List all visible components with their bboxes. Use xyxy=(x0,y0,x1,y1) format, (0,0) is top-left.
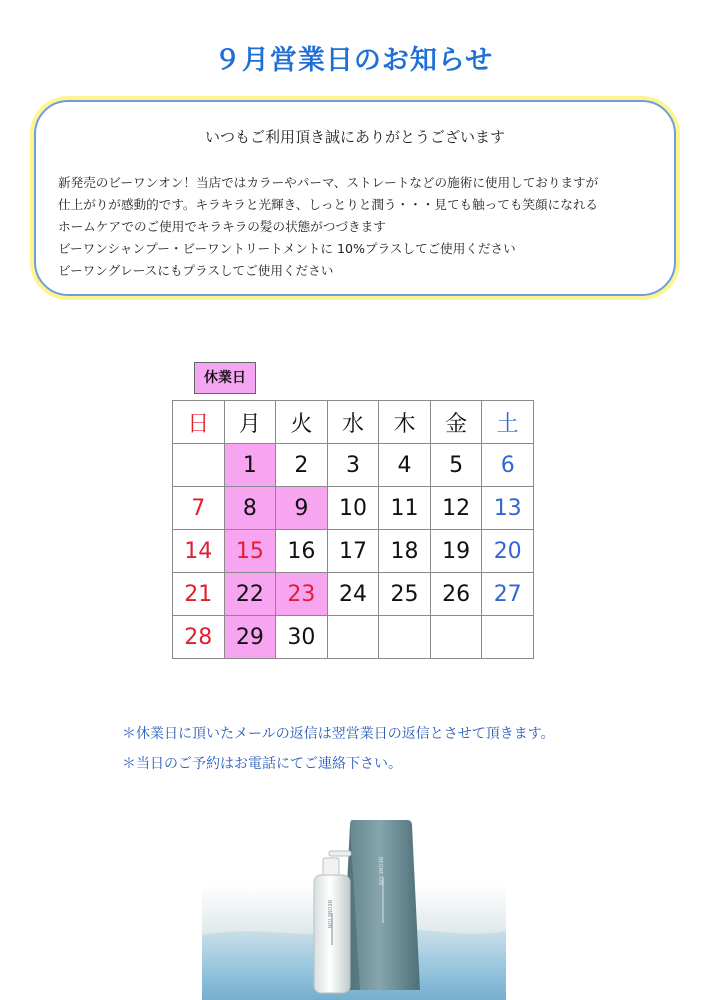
notice-line: ホームケアでのご使用でキラキラの髪の状態がつづきます xyxy=(58,219,386,234)
calendar-day-cell: 15 xyxy=(224,530,276,573)
weekday-wednesday: 水 xyxy=(327,401,379,444)
calendar-day-cell: 13 xyxy=(482,487,534,530)
calendar-day-cell: 3 xyxy=(327,444,379,487)
notice-line: ビーワングレースにもプラスしてご使用ください xyxy=(58,263,334,278)
calendar-week-row xyxy=(173,616,534,659)
calendar-day-cell: 18 xyxy=(379,530,431,573)
calendar-day-cell xyxy=(482,616,534,659)
calendar-day-cell: 20 xyxy=(482,530,534,573)
calendar-day-cell: 27 xyxy=(482,573,534,616)
calendar-day-cell: 11 xyxy=(379,487,431,530)
email-reply-note: ＊休業日に頂いたメールの返信は翌営業日の返信とさせて頂きます。 xyxy=(122,726,555,742)
booking-notes xyxy=(122,719,662,779)
september-calendar xyxy=(172,400,534,659)
bottle-pump xyxy=(323,858,339,876)
calendar-day-cell: 23 xyxy=(276,573,328,616)
calendar-day-cell: 8 xyxy=(224,487,276,530)
calendar-week-row xyxy=(173,530,534,573)
weekday-thursday: 木 xyxy=(379,401,431,444)
same-day-booking-note: ＊当日のご予約はお電話にてご連絡下さい。 xyxy=(122,756,402,772)
notice-line: ビーワンシャンプー・ビーワントリートメントに 10%プラスしてご使用ください xyxy=(58,241,516,256)
calendar-day-cell xyxy=(327,616,379,659)
calendar-day-cell: 5 xyxy=(430,444,482,487)
notice-line: 新発売のビーワンオン！当店ではカラーやパーマ、ストレートなどの施術に使用しておりますが xyxy=(58,175,599,190)
calendar-day-cell: 19 xyxy=(430,530,482,573)
calendar-day-cell: 28 xyxy=(173,616,225,659)
calendar-day-cell xyxy=(430,616,482,659)
calendar-day-cell: 6 xyxy=(482,444,534,487)
calendar-week-row xyxy=(173,444,534,487)
calendar-day-cell: 16 xyxy=(276,530,328,573)
calendar-day-cell: 30 xyxy=(276,616,328,659)
weekday-monday: 月 xyxy=(224,401,276,444)
calendar-day-cell: 2 xyxy=(276,444,328,487)
notice-box xyxy=(34,100,676,296)
notice-line: 仕上がりが感動的です。キラキラと光輝き、しっとりと潤う・・・見ても触っても笑顔になれる xyxy=(58,197,599,212)
page-title: ９月営業日のお知らせ xyxy=(213,45,494,76)
calendar-day-cell: 25 xyxy=(379,573,431,616)
calendar-day-cell: 9 xyxy=(276,487,328,530)
calendar-day-cell xyxy=(173,444,225,487)
calendar-day-cell: 4 xyxy=(379,444,431,487)
calendar-day-cell: 29 xyxy=(224,616,276,659)
notice-heading: いつもご利用頂き誠にありがとうございます xyxy=(204,128,505,146)
notice-body xyxy=(58,172,662,282)
calendar-day-cell: 24 xyxy=(327,573,379,616)
bottle-brand-text: BEONE ION xyxy=(326,900,332,929)
pouch-brand-text: BEONE ION xyxy=(377,857,383,886)
calendar-day-cell: 7 xyxy=(173,487,225,530)
weekday-saturday: 土 xyxy=(482,401,534,444)
holiday-legend-badge: 休業日 xyxy=(194,362,256,394)
weekday-sunday: 日 xyxy=(173,401,225,444)
weekday-friday: 金 xyxy=(430,401,482,444)
calendar-weekday-row xyxy=(173,401,534,444)
product-image xyxy=(202,815,506,1000)
calendar-day-cell: 12 xyxy=(430,487,482,530)
calendar-day-cell: 26 xyxy=(430,573,482,616)
weekday-tuesday: 火 xyxy=(276,401,328,444)
calendar-week-row xyxy=(173,487,534,530)
bottle-nozzle xyxy=(329,851,351,856)
calendar-day-cell: 14 xyxy=(173,530,225,573)
calendar-day-cell: 10 xyxy=(327,487,379,530)
calendar-day-cell: 17 xyxy=(327,530,379,573)
calendar-day-cell: 22 xyxy=(224,573,276,616)
calendar-day-cell xyxy=(379,616,431,659)
calendar-day-cell: 21 xyxy=(173,573,225,616)
calendar-week-row xyxy=(173,573,534,616)
calendar-day-cell: 1 xyxy=(224,444,276,487)
